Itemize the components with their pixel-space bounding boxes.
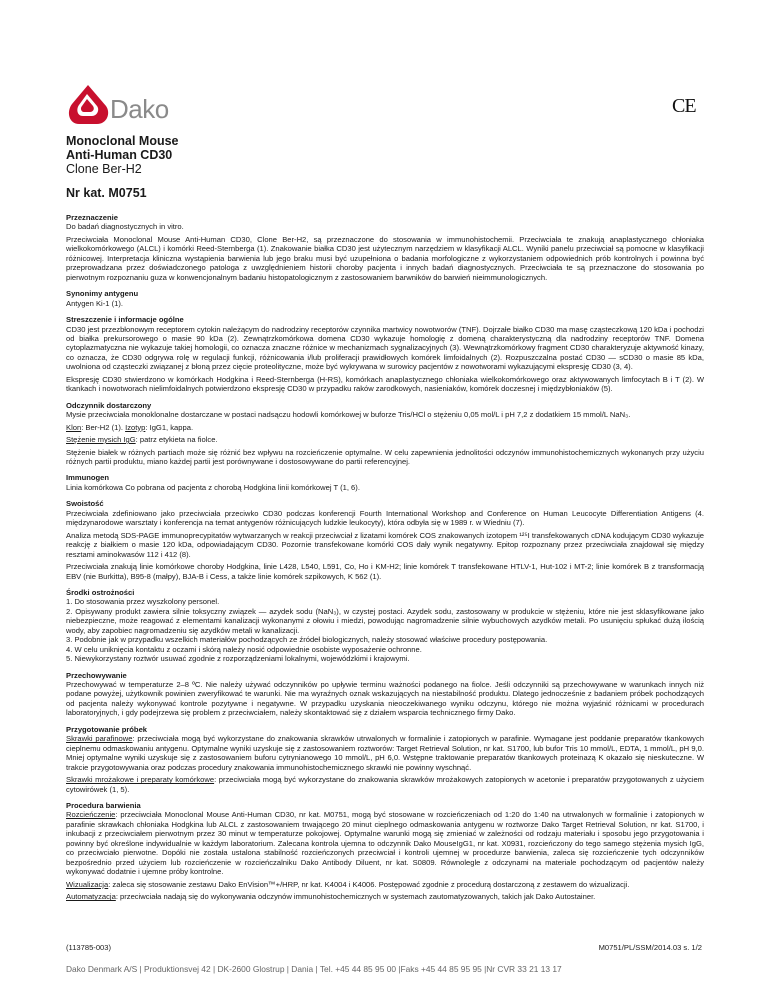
document-code: (113785-003)	[66, 943, 112, 952]
paragraph: Antygen Ki-1 (1).	[66, 298, 123, 308]
title-line-1: Monoclonal Mouse	[66, 134, 179, 148]
list-item: 2. Opisywany produkt zawiera silnie toksyczny związek — azydek sodu (NaN₃), w czystej postaci. Azydek sodu, zastosowany w produkcie w stężeniu, które nie jest sklasyfikowane jako niebezpieczne, może reagować z elementami kanalizacji wykonanymi z ołowiu i miedzi, powodując nagromadzenie silnie wybuchowych azydków metali. Po usunięciu spłukać dużą ilością wody, aby zapobiec nagromadzeniu się azydków metali w kanalizacji.	[66, 606, 704, 635]
paragraph	[66, 775, 704, 794]
title-line-2: Anti-Human CD30	[66, 148, 173, 162]
paragraph	[66, 423, 704, 432]
isotype-label: Izotyp	[125, 422, 146, 432]
heading-intended-use: Przeznaczenie	[66, 213, 118, 222]
product-title	[66, 134, 179, 176]
dako-emblem-icon	[66, 82, 112, 128]
list-item: 4. W celu uniknięcia kontaktu z oczami i skórą należy nosić odpowiednie osobiste wyposażenie ochronne.	[66, 644, 422, 654]
paragraph: Do badań diagnostycznych in vitro.	[66, 222, 184, 232]
paragraph: Przeciwciała znakują linie komórkowe choroby Hodgkina, linie L428, L540, L591, Co, Ho i KM-H2; linie komórek T transfekowane HTLV-1, Hut-102 i MT-2; linie komórek B z transformacją EBV (nie Burkitta), B95-8 (małpy), BJA-B i Cess, a także linie komórek szpikowych, K 562 (1).	[66, 562, 704, 581]
paragraph	[66, 892, 704, 901]
company-info: Dako Denmark A/S | Produktionsvej 42 | DK-2600 Glostrup | Dania | Tel. +45 44 85 95 00 |Faks +45 44 85 95 95 |Nr CVR 33 21 13 17	[66, 964, 562, 974]
dilution-label: Rozcieńczenie	[66, 810, 116, 820]
heading-storage: Przechowywanie	[66, 670, 127, 680]
page-reference: M0751/PL/SSM/2014.03 s. 1/2	[598, 943, 702, 952]
heading-specimen: Przygotowanie próbek	[66, 724, 148, 734]
paragraph: Ekspresję CD30 stwierdzono w komórkach Hodgkina i Reed-Sternberga (H-RS), komórkach anaplastycznego chłoniaka wielkokomórkowego oraz aktywowanych limfocytach B i T (2). W tkankach i nowotworach nielimfoidalnych potwierdzono ekspresję CD30 w przypadku raków zarodkowych, nasieniaków, komórek doczesnej i międzybłoniaków (5).	[66, 374, 704, 394]
paragraph: Stężenie białek w różnych partiach może się różnić bez wpływu na rozcieńczenie optymalne. W celu zapewnienia jednolitości odczynów immunohistochemicznych wykonanych przy użyciu różnych partii produktu, miano każdej partii jest porównywane i dostosowywane do partii referencyjnej.	[66, 447, 704, 466]
list-item: 5. Niewykorzystany roztwór usuwać zgodnie z rozporządzeniami lokalnymi, wojewódzkimi i krajowymi.	[66, 654, 410, 664]
visualization-label: Wizualizacja	[66, 879, 109, 889]
dako-logo	[66, 82, 186, 128]
paragraph: Przechowywać w temperaturze 2–8 ºC. Nie należy używać odczynników po upływie terminu ważności podanego na fiolce. Jeśli odczynniki są przechowywane w warunkach innych niż podane powyżej, użytkownik powinien zweryfikować te warunki. Nie ma wyraźnych oznak wskazujących na niestabilność produktu. Dlatego jednocześnie z badaniem próbek pochodzących od pacjenta należy wykonywać kontrole pozytywne i negatywne. W przypadku uzyskania nieoczekiwanego wyniku odczynu, którego nie można wyjaśnić różnicami w procedurach laboratoryjnych, i gdy podejrzewa się problem z przeciwciałem, należy skontaktować się z działem wsparcia technicznego firmy Dako.	[66, 680, 704, 718]
ce-mark: CE	[672, 95, 696, 117]
brand-wordmark: Dako	[110, 94, 169, 124]
paragraph	[66, 734, 704, 772]
paragraph: Przeciwciała zdefiniowano jako przeciwciała przeciwko CD30 podczas konferencji Fourth International Workshop and Conference on Human Leucocyte Differentiation Antigens (4. międzynarodowe warsztaty i konferencja na temat antygenów różnicujących ludzkie leukocyty), która odbyła się w 1989 r. w Wiedniu (7).	[66, 508, 704, 528]
automation-text: : przeciwciała nadają się do wykonywania odczynów immunohistochemicznych w systemach zautomatyzowanych, takich jak Dako Autostainer.	[115, 892, 596, 902]
paragraph	[66, 880, 704, 889]
concentration-value: : patrz etykieta na fiolce.	[135, 435, 218, 445]
list-item: 3. Podobnie jak w przypadku wszelkich materiałów pochodzących ze źródeł biologicznych, należy stosować właściwe procedury postępowania.	[66, 635, 548, 645]
heading-reagent: Odczynnik dostarczony	[66, 400, 152, 410]
paragraph: CD30 jest przezbłonowym receptorem cytokin należącym do nadrodziny receptorów czynnika martwicy nowotworów (TNF). Dojrzałe białko CD30 ma masę cząsteczkową 120 kDa i pochodzi od białka prekursorowego o masie 90 kDa (2). Zewnątrzkomórkowa domena CD30 wykazuje homologię z domeną charakterystyczną dla nadrodziny receptorów TNF. Domena cytoplazmatyczna nie wykazuje takiej homologii, co oznacza znaczne różnice w mechanizmach sygnalizacyjnych (3). Wewnątrzkomórkowy fragment CD30 charakteryzuje aktywność kinazy, co oznacza, że CD30 odgrywa rolę w regulacji funkcji, różnicowania i/lub proliferacji prawidłowych komórek limfoidalnych (2). Rozpuszczalna postać CD30 — sCD30 o masie 85 kDa, uwolniona od cząsteczki związanej z błoną przez cięcie proteolityczne, może być wykrywana w surowicy pacjentów z nowotworami wykazującymi ekspresję CD30 (3, 4).	[66, 324, 704, 372]
clone-label: Klon	[66, 422, 82, 432]
concentration-label: Stężenie mysich IgG	[66, 435, 136, 445]
paragraph	[66, 435, 704, 444]
heading-procedure: Procedura barwienia	[66, 801, 141, 811]
catalog-number: Nr kat. M0751	[66, 186, 147, 200]
heading-specificity: Swoistość	[66, 499, 104, 509]
paragraph: Analiza metodą SDS-PAGE immunoprecypitatów wytwarzanych w reakcji przeciwciał z lizatami komórek COS znakowanych izotopem ¹²⁵I transfekowanych cDNA kodującym CD30 wykazuje reakcję z białkiem o masie 120 kDa, odpowiadającym CD30. Pozornie transfekowane komórki COS dały wynik negatywny. Epitop rozpoznany przez przeciwciała znajdował się między resztami aminokwasów 112 i 412 (8).	[66, 530, 704, 559]
paraffin-text: : przeciwciała mogą być wykorzystane do znakowania skrawków utrwalonych w formalinie i zatopionych w parafinie. Wymagane jest poddanie preparatów tkankowych cieplnemu odmaskowaniu antygenu. Optymalne wyniki uzyskuje się z zastosowaniem roztworów: Target Retrieval Solution, nr kat. S1700, lub bufor Tris 10 mmol/L, EDTA, 1 mmol/L, pH 9,0. Mniej optymalne wyniki uzyskuje się z zastosowaniem buforu cytrynianowego 10 mmol/L, pH 6,0. Wstępne traktowanie preparatów tkankowych proteinazą K okazało się nieskuteczne. W trakcie przygotowywania oraz podczas procedury znakowania immunohistochemicznego skrawki nie powinny wyschnąć.	[66, 734, 705, 772]
automation-label: Automatyzacja	[66, 892, 116, 902]
frozen-text: : przeciwciała mogą być wykorzystane do znakowania skrawków mrożakowych zatopionych w acetonie i preparatów przygotowanych z użyciem cytowirówek (1, 5).	[66, 775, 704, 794]
title-line-3: Clone Ber-H2	[66, 162, 142, 176]
paraffin-label: Skrawki parafinowe	[66, 734, 133, 744]
isotype-value: : IgG1, kappa.	[145, 422, 194, 432]
heading-synonyms: Synonimy antygenu	[66, 289, 139, 299]
paragraph: Mysie przeciwciała monoklonalne dostarczane w postaci nadsączu hodowli komórkowej w buforze Tris/HCl o stężeniu 0,05 mol/L i pH 7,2 z dodatkiem 15 mmol/L NaN₃.	[66, 410, 631, 420]
paragraph: Przeciwciała Monoclonal Mouse Anti-Human CD30, Clone Ber-H2, są przeznaczone do stosowania w immunohistochemii. Przeciwciała te znakują anaplastycznego chłoniaka wielkokomórkowego (ALCL) i komórki Reed-Sternberga (1). Znakowanie białka CD30 jest użytecznym narzędziem w klasyfikacji ALCL. Wyniki panelu przeciwciał są pomocne w klasyfikacji różnicowej. Interpretacja kliniczna wystąpienia barwienia lub jego braku musi być uzupełniona o badania morfologiczne z wykorzystaniem odpowiednich prób kontrolnych i powinna być przeprowadzana przez doświadczonego patologa z uwzględnieniem historii choroby pacjenta i innych badań diagnostycznych. Przeciwciała te są przeznaczone do stosowania po pierwotnym rozpoznaniu guza w konwencjonalnym badaniu histopatologicznym z zastosowaniem barwników do barwień nieimmunologicznych.	[66, 234, 704, 282]
dilution-text: : przeciwciała Monoclonal Mouse Anti-Human CD30, nr kat. M0751, mogą być stosowane w rozcieńczeniach od 1:20 do 1:40 na utrwalonych w formalinie i zatopionych w parafinie skrawkach chłoniaka Hodgkina lub ALCL z zastosowaniem trwającego 20 minut cieplnego odmaskowania antygenu w roztworze Dako Target Retrieval Solution, nr kat. S1700, i inkubacji z przeciwciałem pierwotnym przez 30 minut w temperaturze pokojowej. Optymalne warunki mogą się zmieniać w zależności od rodzaju materiału i sposobu jego przygotowania i powinny być określone indywidualnie w każdym laboratorium. Zalecana kontrola ujemna to odczynnik Dako MouseIgG1, nr kat. X0931, rozcieńczony do tego samego stężenia mysich IgG, co przeciwciało pierwotne. Dopóki nie została ustalona stabilność rozcieńczonych przeciwciał i kontroli ujemnej w procedurze barwienia, zaleca się rozcieńczenie tych odczynników bezpośrednio przed użyciem lub rozcieńczenie w rozcieńczalniku Dako Antibody Diluent, nr kat. S0809. Równolegle z odczynami na materiale pochodzącym od pacjentów należy wykonywać dodatnie i ujemne próby kontrolne.	[66, 810, 704, 877]
paragraph	[66, 810, 704, 876]
heading-precautions: Środki ostrożności	[66, 587, 135, 597]
list-item: 1. Do stosowania przez wyszkolony personel.	[66, 597, 220, 607]
document-body	[66, 206, 704, 902]
paragraph: Linia komórkowa Co pobrana od pacjenta z chorobą Hodgkina linii komórkowej T (1, 6).	[66, 482, 360, 492]
frozen-label: Skrawki mrożakowe i preparaty komórkowe	[66, 775, 215, 785]
heading-summary: Streszczenie i informacje ogólne	[66, 315, 184, 325]
visualization-text: : zaleca się stosowanie zestawu Dako EnVision™+/HRP, nr kat. K4004 i K4006. Postępować zgodnie z procedurą dostarczoną z zestawem do wizualizacji.	[108, 879, 630, 889]
heading-immunogen: Immunogen	[66, 473, 110, 483]
clone-value: : Ber-H2 (1).	[81, 422, 126, 432]
